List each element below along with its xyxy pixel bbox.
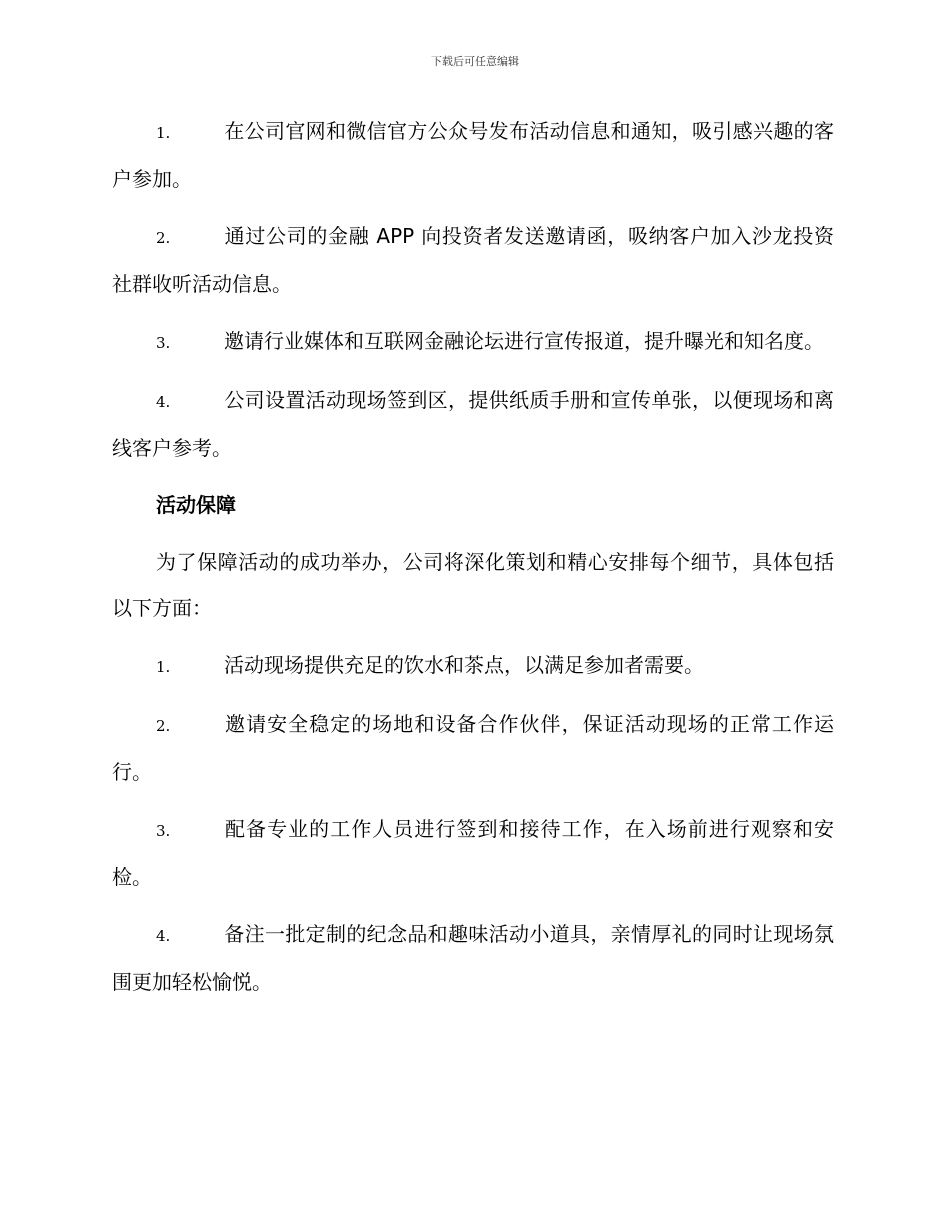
section-heading: 活动保障 <box>156 493 236 517</box>
list-item <box>112 108 834 202</box>
list-item-text: 邀请行业媒体和互联网金融论坛进行宣传报道，提升曝光和知名度。 <box>224 329 824 353</box>
document-body <box>112 108 834 1016</box>
list-item <box>112 642 834 690</box>
list-number: 4. <box>156 927 171 945</box>
list-item-text: 公司设置活动现场签到区，提供纸质手册和宣传单张，以便现场和离线客户参考。 <box>112 388 834 460</box>
list-number: 1. <box>156 124 171 142</box>
list-item-text: 邀请安全稳定的场地和设备合作伙伴，保证活动现场的正常工作运行。 <box>112 712 834 784</box>
list-item-text: 活动现场提供充足的饮水和茶点，以满足参加者需要。 <box>224 653 704 677</box>
list-item-text: 通过公司的金融 APP 向投资者发送邀请函，吸纳客户加入沙龙投资社群收听活动信息。 <box>112 224 834 296</box>
list-item <box>112 377 834 471</box>
list-item <box>112 806 834 900</box>
list-number: 3. <box>156 334 171 352</box>
list-item-text: 备注一批定制的纪念品和趣味活动小道具，亲情厚礼的同时让现场氛围更加轻松愉悦。 <box>112 922 834 994</box>
list-item <box>112 318 834 366</box>
page-header: 下载后可任意编辑 <box>431 55 519 68</box>
list-number: 1. <box>156 658 171 676</box>
list-item <box>112 701 834 795</box>
list-number: 3. <box>156 822 171 840</box>
list-number: 2. <box>156 717 171 735</box>
list-item <box>112 911 834 1005</box>
list-item-text: 在公司官网和微信官方公众号发布活动信息和通知，吸引感兴趣的客户参加。 <box>112 119 834 191</box>
list-number: 4. <box>156 393 171 411</box>
list-item-text: 配备专业的工作人员进行签到和接待工作，在入场前进行观察和安检。 <box>112 817 834 889</box>
list-item <box>112 213 834 307</box>
list-number: 2. <box>156 229 171 247</box>
section-intro: 为了保障活动的成功举办，公司将深化策划和精心安排每个细节，具体包括以下方面： <box>112 550 834 620</box>
